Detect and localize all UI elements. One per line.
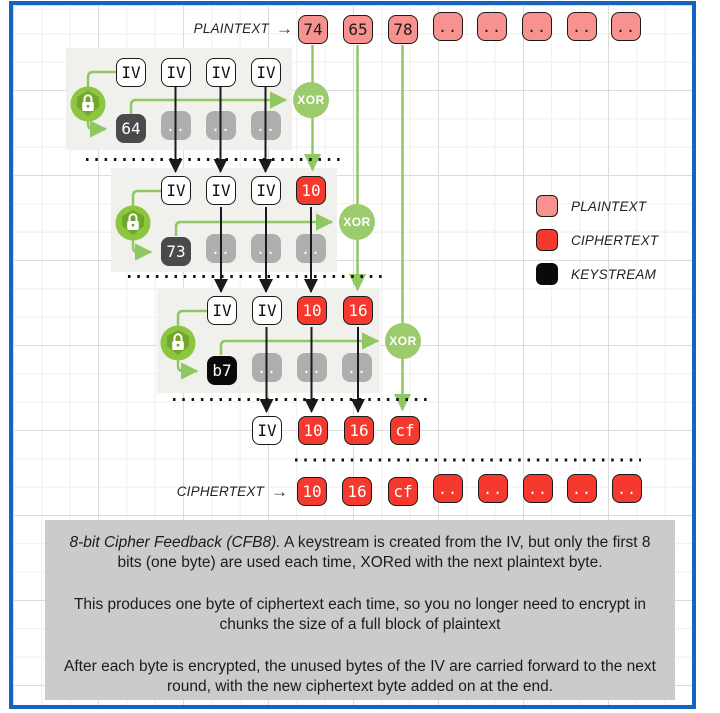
ciphertext-byte-box: cf <box>388 477 418 506</box>
keystream-unused-box: .. <box>161 111 191 140</box>
keystream-unused-box: .. <box>251 111 281 140</box>
feedback-ciphertext-box: cf <box>390 416 420 445</box>
legend-label: CIPHERTEXT <box>571 232 659 248</box>
plaintext-byte-box: 74 <box>298 15 328 44</box>
keystream-swatch <box>536 263 558 285</box>
plaintext-row-label <box>148 20 293 37</box>
plaintext-byte-box: .. <box>522 12 552 41</box>
ciphertext-byte-box: .. <box>478 474 508 503</box>
plaintext-byte-box: .. <box>477 12 507 41</box>
ciphertext-arrow-icon: → <box>271 482 288 501</box>
feedback-ciphertext-box: 10 <box>298 416 328 445</box>
lock-icon <box>160 325 196 361</box>
plaintext-swatch <box>536 195 558 217</box>
plaintext-label: PLAINTEXT <box>193 21 269 36</box>
iv-box: IV <box>116 58 146 87</box>
info-paragraph: This produces one byte of ciphertext each time, so you no longer need to encrypt in chunks the size of a full block of plaintext <box>73 596 647 633</box>
info-paragraph-text: A keystream is created from the IV, but only the first 8 bits (one byte) are used each time, XORed with the next plaintext byte. <box>117 534 651 571</box>
legend-label: KEYSTREAM <box>571 266 657 282</box>
ciphertext-byte-box: 10 <box>297 477 327 506</box>
keystream-unused-box: .. <box>251 234 281 263</box>
feedback-ciphertext-box: 16 <box>343 296 373 325</box>
iv-box: IV <box>251 58 281 87</box>
plaintext-arrow-icon: → <box>276 19 293 38</box>
ciphertext-byte-box: .. <box>567 474 597 503</box>
iv-box: IV <box>207 296 237 325</box>
keystream-unused-box: .. <box>342 353 372 382</box>
iv-box: IV <box>252 296 282 325</box>
iv-box: IV <box>206 176 236 205</box>
ciphertext-byte-box: 16 <box>342 477 372 506</box>
legend-label: PLAINTEXT <box>571 198 647 214</box>
ciphertext-label: CIPHERTEXT <box>176 484 264 499</box>
ciphertext-row-label <box>143 483 288 500</box>
iv-box: IV <box>161 58 191 87</box>
keystream-byte-box: b7 <box>207 356 237 385</box>
keystream-byte-box: 73 <box>161 237 191 266</box>
plaintext-byte-box: .. <box>567 12 597 41</box>
feedback-ciphertext-box: 16 <box>344 416 374 445</box>
lock-icon <box>70 86 106 122</box>
xor-node: XOR <box>385 323 421 359</box>
keystream-byte-box: 64 <box>116 114 146 143</box>
feedback-ciphertext-box: 10 <box>297 296 327 325</box>
iv-box: IV <box>161 176 191 205</box>
plaintext-byte-box: .. <box>611 12 641 41</box>
xor-node: XOR <box>293 82 329 118</box>
legend-item-plaintext <box>536 195 646 217</box>
plaintext-byte-box: .. <box>433 12 463 41</box>
info-paragraph: After each byte is encrypted, the unused bytes of the IV are carried forward to the next round, with the new ciphertext byte added on at the end. <box>64 658 656 695</box>
plaintext-byte-box: 65 <box>343 15 373 44</box>
iv-box: IV <box>251 176 281 205</box>
lock-icon <box>115 205 151 241</box>
ciphertext-swatch <box>536 229 558 251</box>
plaintext-byte-box: 78 <box>388 15 418 44</box>
ciphertext-byte-box: .. <box>433 474 463 503</box>
keystream-unused-box: .. <box>296 234 326 263</box>
info-lead-italic: 8-bit Cipher Feedback (CFB8). <box>69 534 281 551</box>
ciphertext-byte-box: .. <box>523 474 553 503</box>
iv-box: IV <box>252 416 282 445</box>
iv-box: IV <box>206 58 236 87</box>
legend-item-ciphertext <box>536 229 658 251</box>
keystream-unused-box: .. <box>206 234 236 263</box>
xor-node: XOR <box>339 204 375 240</box>
info-box <box>45 520 675 700</box>
keystream-unused-box: .. <box>252 353 282 382</box>
feedback-ciphertext-box: 10 <box>296 176 326 205</box>
info-paragraph <box>60 533 660 573</box>
keystream-unused-box: .. <box>297 353 327 382</box>
ciphertext-byte-box: .. <box>612 474 642 503</box>
keystream-unused-box: .. <box>206 111 236 140</box>
legend-item-keystream <box>536 263 656 285</box>
